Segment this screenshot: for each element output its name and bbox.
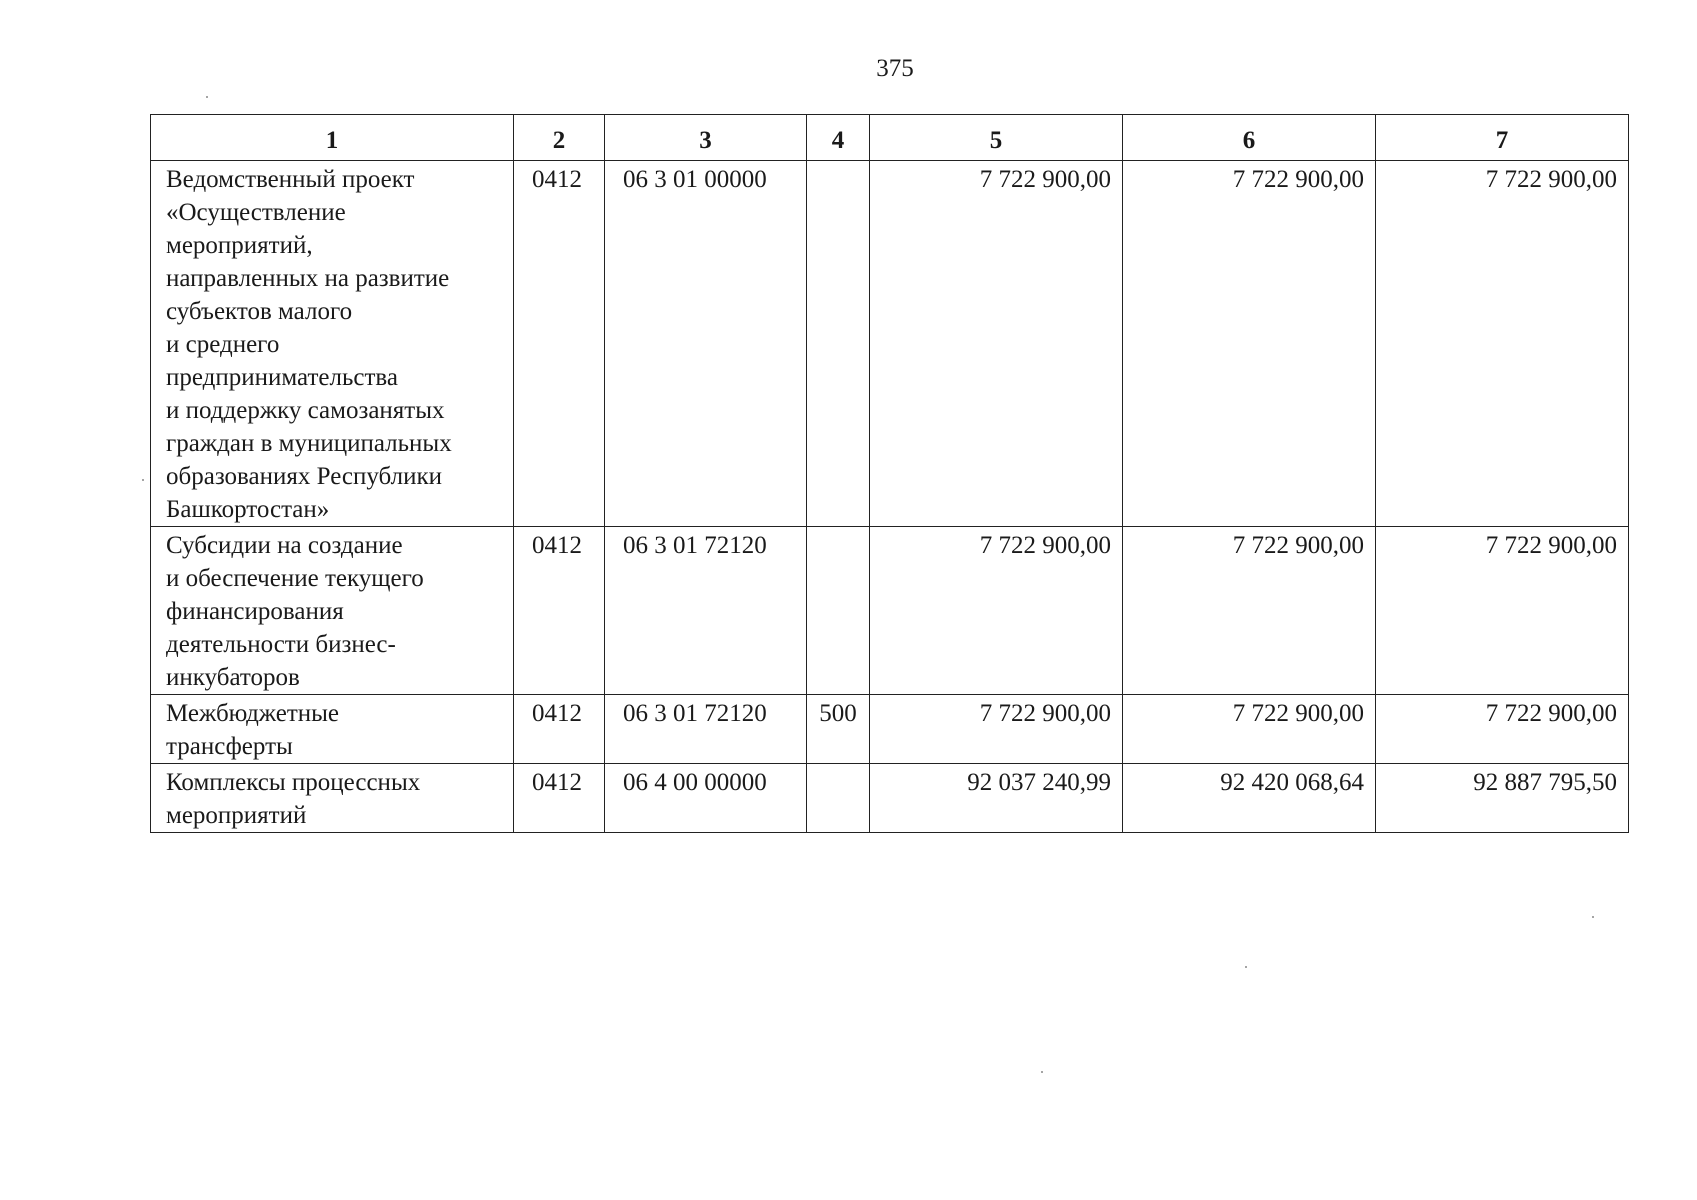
row-expense-type: [807, 161, 870, 527]
scan-speck: [1592, 916, 1594, 918]
header-col-4: 4: [807, 115, 870, 161]
row-year3: 7 722 900,00: [1376, 161, 1629, 527]
row-year1: 7 722 900,00: [870, 161, 1123, 527]
header-col-2: 2: [514, 115, 605, 161]
row-year2: 7 722 900,00: [1123, 695, 1376, 764]
row-section: 0412: [514, 527, 605, 695]
row-target: 06 3 01 00000: [605, 161, 807, 527]
row-expense-type: [807, 764, 870, 833]
header-col-1: 1: [151, 115, 514, 161]
row-name: Субсидии на создание и обеспечение текущего финансирования деятельности бизнес- инкубаторов: [151, 527, 514, 695]
table-row: [151, 764, 1629, 833]
header-col-7: 7: [1376, 115, 1629, 161]
row-target: 06 4 00 00000: [605, 764, 807, 833]
row-section: 0412: [514, 764, 605, 833]
table-row: [151, 527, 1629, 695]
row-name: Ведомственный проект «Осуществление мероприятий, направленных на развитие субъектов малого и среднего предпринимательства и поддержку самозанятых граждан в муниципальных образованиях Республики Башкортостан»: [151, 161, 514, 527]
row-year1: 7 722 900,00: [870, 695, 1123, 764]
row-year3: 92 887 795,50: [1376, 764, 1629, 833]
row-year2: 7 722 900,00: [1123, 161, 1376, 527]
row-year1: 7 722 900,00: [870, 527, 1123, 695]
scan-speck: [1041, 1071, 1043, 1073]
row-name: Межбюджетные трансферты: [151, 695, 514, 764]
row-year1: 92 037 240,99: [870, 764, 1123, 833]
page-number: 375: [876, 55, 914, 82]
row-section: 0412: [514, 161, 605, 527]
header-col-6: 6: [1123, 115, 1376, 161]
header-col-3: 3: [605, 115, 807, 161]
table-row: [151, 161, 1629, 527]
row-section: 0412: [514, 695, 605, 764]
scan-speck: [1245, 966, 1247, 968]
row-expense-type: 500: [807, 695, 870, 764]
row-name: Комплексы процессных мероприятий: [151, 764, 514, 833]
row-year3: 7 722 900,00: [1376, 527, 1629, 695]
row-target: 06 3 01 72120: [605, 527, 807, 695]
budget-table: [150, 114, 1629, 833]
row-year2: 92 420 068,64: [1123, 764, 1376, 833]
header-col-5: 5: [870, 115, 1123, 161]
row-target: 06 3 01 72120: [605, 695, 807, 764]
scan-speck: [142, 479, 144, 481]
scan-speck: [206, 96, 208, 98]
row-year2: 7 722 900,00: [1123, 527, 1376, 695]
table-row: [151, 695, 1629, 764]
row-expense-type: [807, 527, 870, 695]
table-header-row: [151, 115, 1629, 161]
row-year3: 7 722 900,00: [1376, 695, 1629, 764]
